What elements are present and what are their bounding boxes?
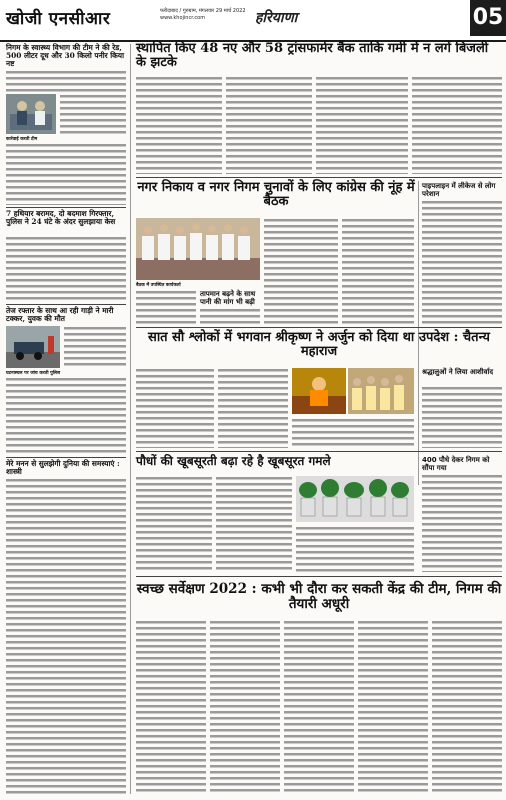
congress-headline: नगर निकाय व नगर निगम चुनावों के लिए कांग्रेस की नूंह में बैठक	[137, 180, 415, 210]
masthead-url: www.khojincr.com	[160, 15, 206, 21]
page-header	[0, 0, 506, 42]
left-story-2-text	[6, 236, 126, 302]
left-story-1-text	[6, 70, 126, 92]
raid-photo	[6, 94, 56, 134]
meeting-photo	[136, 218, 260, 280]
newspaper-masthead: खोजी एनसीआर	[6, 9, 111, 29]
plants-side-text	[422, 474, 502, 572]
krishna-text-1	[136, 368, 214, 448]
krishna-side-headline: श्रद्धालुओं ने लिया आशीर्वाद	[422, 368, 494, 376]
meeting-photo-caption: बैठक में उपस्थित कार्यकर्ता	[136, 283, 181, 288]
left-story-2-headline: 7 हथियार बरामद, दो बदमाश गिरफ्तार, पुलिस ने 24 घंटे के अंदर सुलझाया केस	[6, 209, 116, 227]
krishna-text-3	[292, 418, 414, 448]
left-story-1-headline: निगम के स्वास्थ्य विभाग की टीम ने की रेड, 500 लीटर दूध और 30 किलो पनीर किया नष्ट	[6, 43, 124, 69]
left-story-1-text-2	[60, 94, 126, 134]
swachh-headline: स्वच्छ सर्वेक्षण 2022 : कभी भी दौरा कर सकती केंद्र की टीम, निगम की तैयारी अधूरी	[136, 581, 502, 612]
right-story-headline: पाइपलाइन में लीकेज से लोग परेशान	[422, 182, 496, 198]
divider	[136, 576, 502, 577]
left-story-3-text-2	[6, 377, 126, 455]
swachh-col-1	[136, 620, 206, 794]
masthead-date: फरीदाबाद / गुरुग्राम, मंगलवार 29 मार्च 2022	[160, 8, 246, 14]
column-rule	[130, 44, 131, 794]
section-title: हरियाणा	[255, 10, 298, 26]
lead-col-3	[316, 76, 408, 174]
divider	[136, 451, 502, 452]
left-story-3-text	[64, 326, 126, 368]
swachh-col-5	[432, 620, 502, 794]
pravachan-photo-1	[292, 368, 346, 414]
accident-photo	[6, 326, 60, 368]
plants-text-3	[296, 526, 414, 572]
accident-photo-caption: घटनास्थल पर जांच करती पुलिस	[6, 371, 61, 376]
congress-text-4	[200, 308, 260, 324]
right-story-text	[422, 200, 502, 324]
plants-text-1	[136, 476, 212, 572]
masthead-meta	[160, 8, 246, 22]
lead-col-2	[226, 76, 312, 174]
divider	[6, 207, 126, 208]
page-number: 05	[470, 0, 506, 36]
congress-text-1	[136, 290, 196, 324]
divider	[6, 457, 126, 458]
swachh-col-2	[210, 620, 280, 794]
divider	[136, 177, 502, 178]
congress-subhead: तापमान बढ़ने के साथ पानी की मांग भी बढ़ी	[200, 290, 256, 306]
plants-side-headline: 400 पौधे देकर निगम को सौंपा गया	[422, 456, 490, 472]
lead-headline: स्थापित किए 48 नए और 58 ट्रांसफार्मर बैंक ताकि गर्मी में न लगें बिजली के झटके	[136, 41, 489, 71]
krishna-side-text	[422, 386, 502, 448]
divider	[136, 327, 502, 328]
left-story-3-headline: तेज रफ्तार के साथ आ रही गाड़ी ने मारी टक्कर, युवक की मौत	[6, 306, 114, 324]
left-story-4-text	[6, 478, 126, 794]
swachh-col-4	[358, 620, 428, 794]
plants-text-2	[216, 476, 292, 572]
raid-photo-caption: कार्रवाई करती टीम	[6, 137, 38, 142]
plants-headline: पौधों की खूबसूरती बढ़ा रहे है खूबसूरत गमले	[136, 454, 331, 468]
krishna-text-2	[218, 368, 288, 448]
lead-col-4	[412, 76, 502, 174]
krishna-headline: सात सौ श्लोकों में भगवान श्रीकृष्ण ने अर्जुन को दिया था उपदेश : चैतन्य महाराज	[148, 330, 490, 360]
left-story-1-text-3	[6, 143, 126, 205]
congress-text-2	[264, 218, 338, 324]
left-story-4-headline: मेरे मनन से सुलझेगी दुनिया की समस्याएं : शास्त्री	[6, 459, 120, 477]
congress-text-3	[342, 218, 414, 324]
swachh-col-3	[284, 620, 354, 794]
pots-photo	[296, 476, 414, 522]
lead-col-1	[136, 76, 222, 174]
divider	[6, 304, 126, 305]
pravachan-photo-2	[348, 368, 414, 414]
